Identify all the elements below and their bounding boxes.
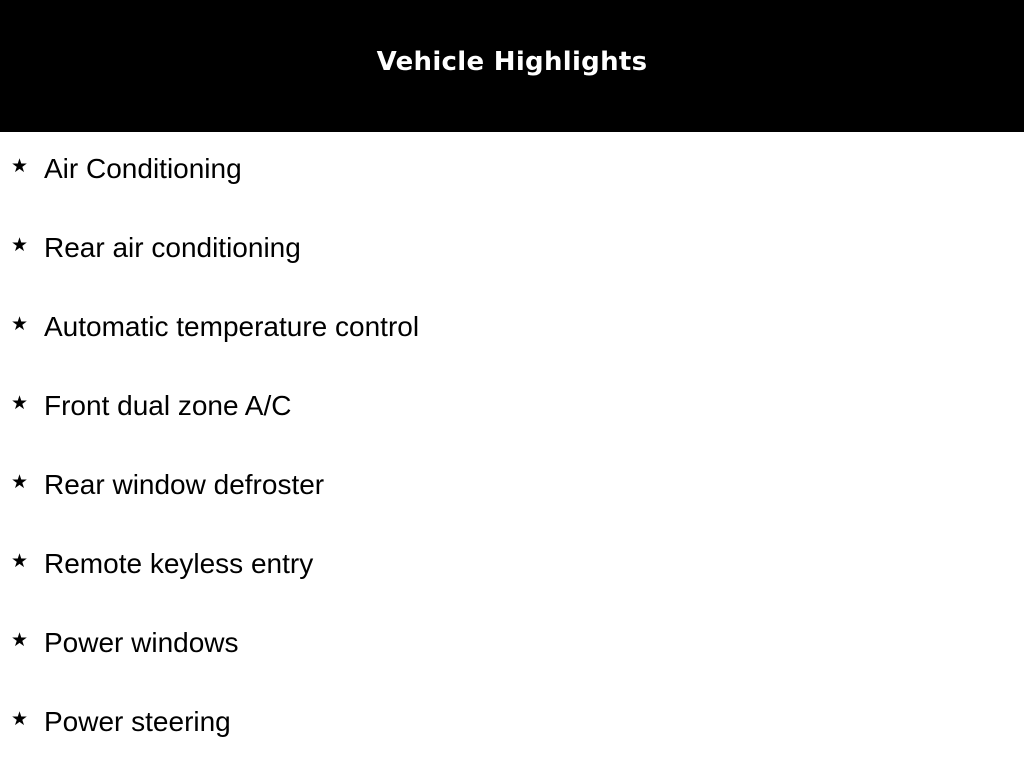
list-item bbox=[0, 132, 1024, 211]
feature-label: Remote keyless entry bbox=[44, 548, 314, 579]
feature-label: Automatic temperature control bbox=[44, 311, 420, 342]
feature-label: Front dual zone A/C bbox=[44, 390, 292, 421]
header-bar bbox=[0, 0, 1024, 132]
star-icon: ★ bbox=[11, 708, 29, 730]
list-item bbox=[0, 527, 1024, 606]
feature-label: Rear window defroster bbox=[44, 469, 325, 500]
star-icon: ★ bbox=[11, 629, 29, 651]
star-icon: ★ bbox=[11, 234, 29, 256]
feature-label: Power windows bbox=[44, 627, 239, 658]
star-icon: ★ bbox=[11, 550, 29, 572]
feature-label: Air Conditioning bbox=[44, 153, 242, 184]
feature-label: Rear air conditioning bbox=[44, 232, 301, 263]
star-icon: ★ bbox=[11, 471, 29, 493]
feature-label: Power steering bbox=[44, 706, 231, 737]
star-icon: ★ bbox=[11, 392, 29, 414]
star-icon: ★ bbox=[11, 313, 29, 335]
list-item bbox=[0, 606, 1024, 685]
star-icon: ★ bbox=[11, 155, 29, 177]
list-item bbox=[0, 211, 1024, 290]
list-item bbox=[0, 685, 1024, 764]
feature-list bbox=[0, 132, 1024, 764]
list-item bbox=[0, 448, 1024, 527]
list-item bbox=[0, 369, 1024, 448]
page-title: Vehicle Highlights bbox=[376, 47, 648, 77]
list-item bbox=[0, 290, 1024, 369]
